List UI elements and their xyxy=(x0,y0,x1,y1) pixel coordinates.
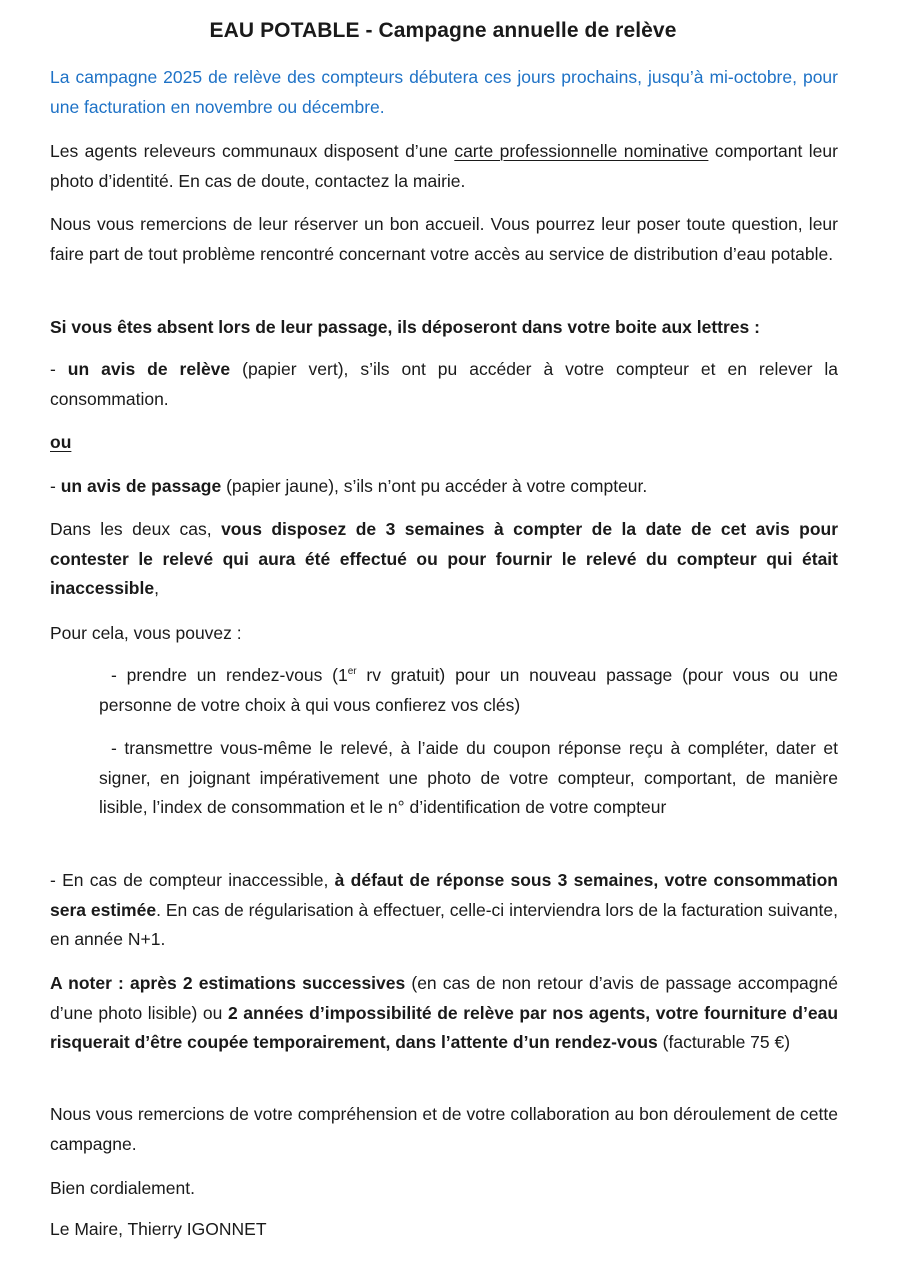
deux-cas-paragraph: Dans les deux cas, vous disposez de 3 semaines à compter de la date de cet avis pour contester le relevé qui aura été effectué ou pour fournir le relevé du compteur qui était inaccessible, xyxy=(50,519,839,598)
page-title: EAU POTABLE - Campagne annuelle de relève xyxy=(209,19,677,42)
option-transmettre: - transmettre vous-même le relevé, à l’aide du coupon réponse reçu à compléter, dater et signer, en joignant impérativement une photo de votre compteur, comportant, de manière lisible, l’index de consommation et le n° d’identification de votre compteur xyxy=(99,738,838,817)
pour-cela-line: Pour cela, vous pouvez : xyxy=(50,623,242,643)
thanks-paragraph: Nous vous remercions de votre compréhension et de votre collaboration au bon déroulement de cette campagne. xyxy=(50,1104,838,1154)
welcome-paragraph: Nous vous remercions de leur réserver un bon accueil. Vous pourrez leur poser toute question, leur faire part de tout problème rencontré concernant votre accès au service de distribution d’eau potable. xyxy=(50,214,838,264)
professional-card-text: carte professionnelle nominative xyxy=(454,141,709,161)
signature-line: Le Maire, Thierry IGONNET xyxy=(50,1219,267,1239)
agents-paragraph: Les agents releveurs communaux disposent d’une carte professionnelle nominative comportant leur photo d’identité. En cas de doute, contactez la mairie. xyxy=(50,141,838,191)
avis-releve-item: - un avis de relève (papier vert), s’ils ont pu accéder à votre compteur et en relever la consommation. xyxy=(50,359,838,409)
note-paragraph: A noter : après 2 estimations successives (en cas de non retour d’avis de passage accompagné d’une photo lisible) ou 2 années d’impossibilité de relève par nos agents, votre fourniture d’eau risquerait d’être coupée temporairement, dans l’attente d’un rendez-vous (facturable 75 €) xyxy=(50,973,839,1052)
option-rendez-vous: - prendre un rendez-vous (1er rv gratuit) pour un nouveau passage (pour vous ou une personne de votre choix à qui vous confierez vos clés) xyxy=(99,665,838,715)
inaccessible-paragraph: - En cas de compteur inaccessible, à défaut de réponse sous 3 semaines, votre consommation sera estimée. En cas de régularisation à effectuer, celle-ci interviendra lors de la facturation suivante, en année N+1. xyxy=(50,870,838,949)
avis-passage-item: - un avis de passage (papier jaune), s’ils n’ont pu accéder à votre compteur. xyxy=(50,476,648,496)
intro-paragraph: La campagne 2025 de relève des compteurs débutera ces jours prochains, jusqu’à mi-octobre, pour une facturation en novembre ou décembre. xyxy=(50,67,838,117)
ou-separator: ou xyxy=(50,432,72,452)
salutation-line: Bien cordialement. xyxy=(50,1178,195,1198)
absent-heading: Si vous êtes absent lors de leur passage, ils déposeront dans votre boite aux lettres : xyxy=(50,317,760,337)
